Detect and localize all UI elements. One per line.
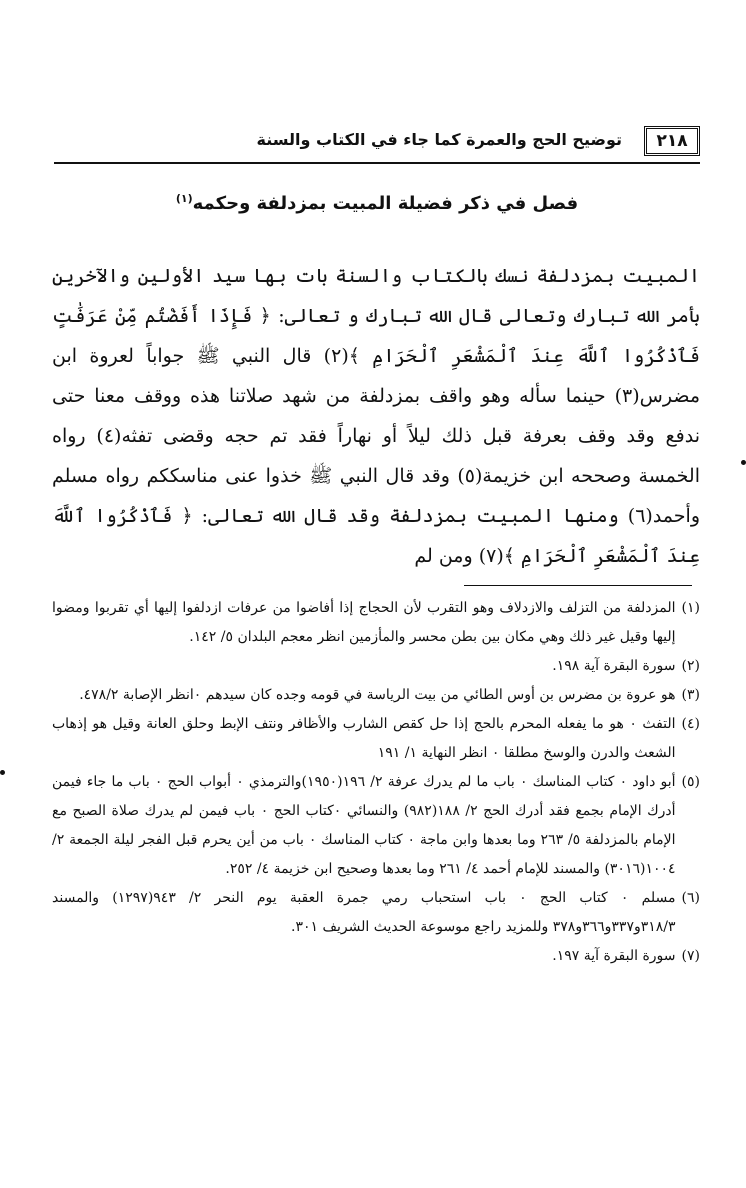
footnote-4 [52, 710, 700, 768]
footnote-number: (٢) [681, 658, 700, 674]
running-header [54, 118, 700, 168]
section-note-ref: (١) [175, 192, 193, 205]
footnote-1 [52, 594, 700, 652]
footnote-5 [52, 768, 700, 884]
footnote-number: (٤) [681, 716, 700, 732]
footnote-number: (٣) [681, 687, 700, 703]
page-number: ٢١٨ [644, 126, 700, 156]
footnote-text: التفث ٠ هو ما يفعله المحرم بالحج إذا حل كقص الشارب والأظافر ونتف الإبط وحلق العانة وقيل هو إذهاب الشعث والدرن والوسخ مطلقا ٠ انظر النهاية ١/ ١٩١ [52, 716, 676, 761]
footnote-text: المزدلفة من التزلف والازدلاف وهو التقرب لأن الحجاج إذا أفاضوا من عرفات ازدلفوا إليها أي تقربوا ومضوا إليها وقيل غير ذلك وهي مكان بين بطن محسر والمأزمين انظر معجم البلدان ٥/ ١٤٢. [52, 600, 676, 645]
footnote-text: هو عروة بن مضرس بن أوس الطائي من بيت الرياسة في قومه وجده كان سيدهم ٠انظر الإصابة ٤٧٨/٢. [79, 687, 676, 703]
main-text [52, 256, 700, 576]
footnote-3 [52, 681, 700, 710]
section-heading [54, 192, 700, 214]
footnote-text: أبو داود ٠ كتاب المناسك ٠ باب ما لم يدرك عرفة ٢/ ١٩٦(١٩٥٠)والترمذي ٠ أبواب الحج ٠ باب ما جاء فيمن أدرك الإمام بجمع فقد أدرك الحج ٢/ ١٨٨(٩٨٢) والنسائي ٠كتاب الحج ٠ باب فيمن لم يدرك صلاة الصبح مع الإمام بالمزدلفة ٥/ ٢٦٣ وما بعدها وابن ماجة ٠ كتاب المناسك ٠ باب من أين يحرم قبل الفجر ليلة الجمعة ٢/ ١٠٠٤(٣٠١٦) والمسند للإمام أحمد ٤/ ٢٦١ وما بعدها وصحيح ابن خزيمة ٤/ ٢٥٢. [52, 774, 676, 877]
footnote-6 [52, 884, 700, 942]
footnote-number: (٦) [681, 890, 700, 906]
footnote-7 [52, 942, 700, 971]
margin-mark [741, 460, 746, 465]
main-paragraph: المبيت بمزدلفة نسك بالكتاب والسنة بات بها سيد الأولين والآخرين بأمر الله تبارك وتعالى قال الله تبارك و تعالى: ﴿ فَإِذَا أَفَضْتُم مِّنْ عَرَفَٰتٍ فَٱذْكُرُوا ٱللَّهَ عِندَ ٱلْمَشْعَرِ ٱلْحَرَامِ ﴾(٢) قال النبي ﷺ جواباً لعروة ابن مضرس(٣) حينما سأله وهو واقف بمزدلفة من شهد صلاتنا هذه ووقف معنا حتى ندفع وقد وقف بعرفة قبل ذلك ليلاً أو نهاراً فقد تم حجه وقضى تفثه(٤) رواه الخمسة وصححه ابن خزيمة(٥) وقد قال النبي ﷺ خذوا عنى مناسككم رواه مسلم وأحمد(٦) ومنها المبيت بمزدلفة وقد قال الله تعالى: ﴿ فَٱذْكُرُوا ٱللَّهَ عِندَ ٱلْمَشْعَرِ ٱلْحَرَامِ ﴾(٧) ومن لم [52, 265, 700, 567]
footnote-number: (١) [681, 600, 700, 616]
section-title-text: فصل في ذكر فضيلة المبيت بمزدلفة وحكمه [192, 193, 579, 214]
footnote-number: (٥) [681, 774, 700, 790]
book-title: توضيح الحج والعمرة كما جاء في الكتاب والسنة [256, 130, 622, 149]
footnote-text: مسلم ٠ كتاب الحج ٠ باب استحباب رمي جمرة العقبة يوم النحر ٢/ ٩٤٣(١٢٩٧) والمسند ٣١٨/٣و٣٣٧و٣٦٦و٣٧٨ وللمزيد راجع موسوعة الحديث الشريف ٣٠١. [52, 890, 676, 935]
footnote-text: سورة البقرة آية ١٩٧. [552, 948, 676, 964]
margin-mark [0, 770, 5, 775]
footnote-text: سورة البقرة آية ١٩٨. [552, 658, 676, 674]
footnote-number: (٧) [681, 948, 700, 964]
header-divider [54, 162, 700, 164]
footnote-divider [464, 585, 692, 586]
footnote-2 [52, 652, 700, 681]
footnotes [52, 594, 700, 971]
